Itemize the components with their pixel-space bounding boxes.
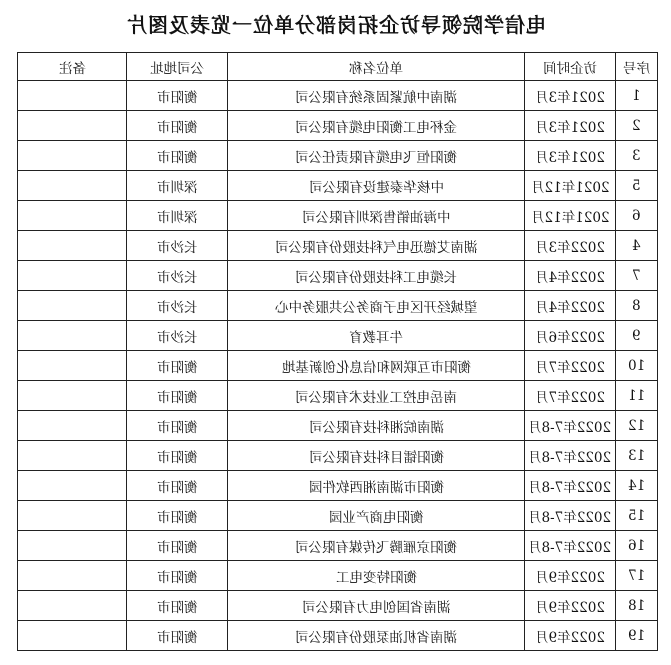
cell-number: 9: [616, 321, 658, 351]
table-row: [18, 171, 658, 201]
table-row: [18, 81, 658, 111]
table-row: [18, 501, 658, 531]
document-title: [0, 10, 671, 40]
cell-number: 2: [616, 111, 658, 141]
cell-remark: [18, 291, 127, 321]
cell-address: 长沙市: [127, 231, 228, 261]
cell-number: 13: [616, 441, 658, 471]
cell-unit-name: 长缆电工科技股份有限公司: [228, 261, 525, 291]
cell-unit-name: 南岳电控工业技术有限公司: [228, 381, 525, 411]
cell-visit-time: 2022年4月: [525, 291, 616, 321]
header-address: 公司地址: [127, 53, 228, 81]
table-row: [18, 441, 658, 471]
table-row: [18, 111, 658, 141]
cell-number: 17: [616, 561, 658, 591]
cell-address: 衡阳市: [127, 471, 228, 501]
cell-remark: [18, 231, 127, 261]
cell-remark: [18, 561, 127, 591]
cell-visit-time: 2022年3月: [525, 231, 616, 261]
cell-number: 4: [616, 231, 658, 261]
table-row: [18, 621, 658, 651]
cell-remark: [18, 201, 127, 231]
cell-remark: [18, 441, 127, 471]
table-row: [18, 291, 658, 321]
header-visit-time: 访企时间: [525, 53, 616, 81]
table-row: [18, 411, 658, 441]
cell-visit-time: 2022年4月: [525, 261, 616, 291]
table-row: [18, 261, 658, 291]
cell-number: 12: [616, 411, 658, 441]
table-row: [18, 321, 658, 351]
cell-number: 15: [616, 501, 658, 531]
cell-visit-time: 2022年7月: [525, 381, 616, 411]
header-remark: 备注: [18, 53, 127, 81]
table-row: [18, 381, 658, 411]
table-header-row: [18, 53, 658, 81]
cell-unit-name: 衡阳市湖南湘西软件园: [228, 471, 525, 501]
document-title-text: 电信学院领导访企拓岗部分单位一览表及图片: [125, 13, 546, 37]
cell-visit-time: 2022年6月: [525, 321, 616, 351]
cell-address: 衡阳市: [127, 411, 228, 441]
cell-unit-name: 湖南皖湘科技有限公司: [228, 411, 525, 441]
table-row: [18, 561, 658, 591]
cell-address: 深圳市: [127, 171, 228, 201]
cell-number: 19: [616, 621, 658, 651]
cell-remark: [18, 321, 127, 351]
cell-number: 10: [616, 351, 658, 381]
cell-unit-name: 湖南省机油泵股份有限公司: [228, 621, 525, 651]
cell-visit-time: 2022年7-8月: [525, 441, 616, 471]
cell-visit-time: 2022年7月: [525, 351, 616, 381]
cell-unit-name: 湖南艾德迅电气科技股份有限公司: [228, 231, 525, 261]
cell-number: 16: [616, 531, 658, 561]
cell-unit-name: 衡阳京雁腾飞传媒有限公司: [228, 531, 525, 561]
cell-remark: [18, 351, 127, 381]
table-row: [18, 231, 658, 261]
cell-remark: [18, 471, 127, 501]
cell-remark: [18, 171, 127, 201]
cell-address: 衡阳市: [127, 381, 228, 411]
cell-address: 衡阳市: [127, 111, 228, 141]
cell-visit-time: 2022年9月: [525, 591, 616, 621]
company-visit-table: [17, 52, 658, 651]
cell-address: 长沙市: [127, 321, 228, 351]
cell-remark: [18, 411, 127, 441]
cell-number: 8: [616, 291, 658, 321]
header-number: 序号: [616, 53, 658, 81]
cell-address: 衡阳市: [127, 621, 228, 651]
cell-unit-name: 牛耳教育: [228, 321, 525, 351]
cell-address: 长沙市: [127, 291, 228, 321]
cell-number: 6: [616, 201, 658, 231]
cell-visit-time: 2022年7-8月: [525, 471, 616, 501]
cell-visit-time: 2021年3月: [525, 81, 616, 111]
cell-number: 18: [616, 591, 658, 621]
cell-address: 衡阳市: [127, 531, 228, 561]
table-row: [18, 471, 658, 501]
cell-remark: [18, 531, 127, 561]
cell-visit-time: 2022年7-8月: [525, 501, 616, 531]
cell-remark: [18, 141, 127, 171]
cell-number: 3: [616, 141, 658, 171]
cell-remark: [18, 81, 127, 111]
cell-visit-time: 2022年9月: [525, 561, 616, 591]
cell-remark: [18, 501, 127, 531]
cell-number: 11: [616, 381, 658, 411]
cell-address: 长沙市: [127, 261, 228, 291]
cell-remark: [18, 261, 127, 291]
cell-unit-name: 衡阳电商产业园: [228, 501, 525, 531]
cell-unit-name: 望城经开区电子商务公共服务中心: [228, 291, 525, 321]
cell-address: 衡阳市: [127, 501, 228, 531]
cell-visit-time: 2021年12月: [525, 171, 616, 201]
cell-unit-name: 湖南中航紧固系统有限公司: [228, 81, 525, 111]
cell-number: 1: [616, 81, 658, 111]
cell-visit-time: 2022年9月: [525, 621, 616, 651]
table-row: [18, 591, 658, 621]
cell-visit-time: 2021年3月: [525, 111, 616, 141]
cell-remark: [18, 111, 127, 141]
cell-unit-name: 中海油销售深圳有限公司: [228, 201, 525, 231]
cell-visit-time: 2021年3月: [525, 141, 616, 171]
table-row: [18, 351, 658, 381]
cell-visit-time: 2022年7-8月: [525, 531, 616, 561]
cell-address: 衡阳市: [127, 351, 228, 381]
cell-remark: [18, 381, 127, 411]
header-unit-name: 单位名称: [228, 53, 525, 81]
cell-number: 5: [616, 171, 658, 201]
cell-visit-time: 2021年12月: [525, 201, 616, 231]
cell-address: 深圳市: [127, 201, 228, 231]
table-body: [18, 53, 658, 651]
cell-remark: [18, 621, 127, 651]
table-row: [18, 201, 658, 231]
cell-unit-name: 衡阳镭目科技有限公司: [228, 441, 525, 471]
cell-unit-name: 中核华泰建设有限公司: [228, 171, 525, 201]
cell-address: 衡阳市: [127, 561, 228, 591]
cell-number: 14: [616, 471, 658, 501]
cell-visit-time: 2022年7-8月: [525, 411, 616, 441]
cell-address: 衡阳市: [127, 441, 228, 471]
cell-remark: [18, 591, 127, 621]
cell-unit-name: 衡阳市互联网和信息化创新基地: [228, 351, 525, 381]
cell-unit-name: 金杯电工衡阳电缆有限公司: [228, 111, 525, 141]
cell-address: 衡阳市: [127, 591, 228, 621]
cell-unit-name: 衡阳恒飞电缆有限责任公司: [228, 141, 525, 171]
cell-address: 衡阳市: [127, 141, 228, 171]
cell-address: 衡阳市: [127, 81, 228, 111]
cell-unit-name: 湖南省国创电力有限公司: [228, 591, 525, 621]
table-row: [18, 531, 658, 561]
cell-number: 7: [616, 261, 658, 291]
cell-unit-name: 衡阳特变电工: [228, 561, 525, 591]
table-row: [18, 141, 658, 171]
